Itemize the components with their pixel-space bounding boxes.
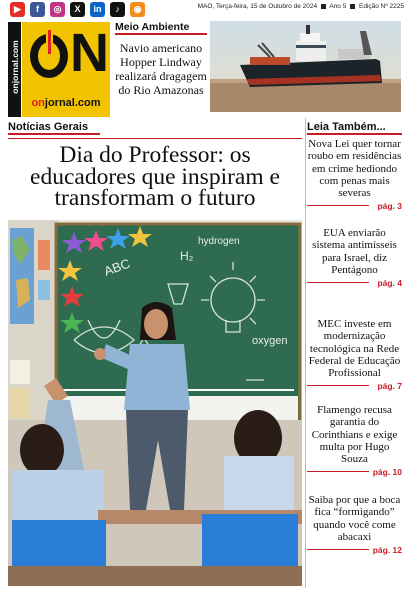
facebook-icon[interactable]: f bbox=[30, 2, 45, 17]
ship-photo[interactable] bbox=[210, 21, 401, 112]
linkedin-icon[interactable]: in bbox=[90, 2, 105, 17]
issue-year: Ano 5 bbox=[329, 3, 347, 10]
x-icon[interactable]: X bbox=[70, 2, 85, 17]
classroom-photo[interactable] bbox=[8, 220, 302, 586]
column-divider bbox=[305, 118, 306, 588]
leia-item-title[interactable]: Nova Lei quer tornar roubo em residências em crime hediondo com penas mais severas bbox=[307, 138, 402, 200]
issue-date: MAO, Terça-feira, 15 de Outubro de 2024 bbox=[197, 3, 318, 10]
leia-item-rule bbox=[307, 205, 369, 206]
issue-info bbox=[198, 3, 404, 10]
dredger-ship-image bbox=[210, 21, 401, 112]
logo-n: N bbox=[70, 23, 109, 83]
board-word-abc: ABC bbox=[101, 255, 133, 279]
section-noticias-gerais[interactable]: Notícias Gerais bbox=[8, 120, 100, 135]
rss-icon[interactable]: ◉ bbox=[130, 2, 145, 17]
leia-item-title[interactable]: EUA enviarão sistema antimísseis para Israel, diz Pentágono bbox=[312, 227, 397, 276]
leia-item-rule bbox=[307, 385, 369, 386]
leia-item-page: pág. 7 bbox=[377, 381, 402, 392]
social-links bbox=[0, 2, 145, 17]
leia-item[interactable] bbox=[307, 404, 402, 478]
side-site-label: onjornal.com bbox=[8, 22, 21, 117]
separator-square bbox=[350, 4, 355, 9]
top-bar bbox=[0, 0, 410, 18]
leia-item-title[interactable]: MEC investe em modernização tecnológica na Rede Federal de Educação Profissional bbox=[308, 318, 401, 380]
leia-item-page: pág. 4 bbox=[377, 278, 402, 289]
leia-item-title[interactable]: Flamengo recusa garantia do Corinthians e exige multa por Hugo Souza bbox=[311, 404, 398, 466]
leia-item[interactable] bbox=[307, 318, 402, 392]
board-word-h2: H₂ bbox=[180, 249, 194, 263]
logo-power-bar bbox=[46, 28, 53, 56]
teacher-classroom-image bbox=[8, 220, 302, 586]
leia-item-rule bbox=[307, 471, 369, 472]
logo-site: onjornal.com bbox=[31, 97, 101, 109]
leia-item-rule bbox=[307, 282, 369, 283]
leia-item-rule bbox=[307, 549, 369, 550]
section-leia-tambem: Leia Também... bbox=[307, 120, 402, 135]
meio-ambiente-headline[interactable]: Navio americano Hopper Lindway realizará dragagem do Rio Amazonas bbox=[115, 41, 207, 97]
instagram-icon[interactable]: ◎ bbox=[50, 2, 65, 17]
leia-item[interactable] bbox=[307, 494, 402, 556]
leia-item-page: pág. 10 bbox=[372, 467, 402, 478]
on-logo[interactable] bbox=[22, 22, 110, 117]
leia-item-page: pág. 3 bbox=[377, 201, 402, 212]
issue-edition: Edição Nº 2225 bbox=[358, 3, 404, 10]
leia-item-title[interactable]: Saiba por que a boca fica “formigando” quando você come abacaxi bbox=[308, 494, 401, 543]
board-word-oxygen: oxygen bbox=[252, 335, 288, 347]
separator-square bbox=[321, 4, 326, 9]
leia-item-page: pág. 12 bbox=[372, 545, 402, 556]
tiktok-icon[interactable]: ♪ bbox=[110, 2, 125, 17]
board-word-hydrogen: hydrogen bbox=[198, 236, 240, 247]
main-headline[interactable]: Dia do Professor: os educadores que inspiram e transformam o futuro bbox=[30, 142, 280, 211]
youtube-icon[interactable]: ▶ bbox=[10, 2, 25, 17]
leia-item[interactable] bbox=[307, 227, 402, 289]
leia-item[interactable] bbox=[307, 138, 402, 212]
section-rule bbox=[8, 138, 302, 139]
section-meio-ambiente[interactable]: Meio Ambiente bbox=[115, 21, 207, 35]
